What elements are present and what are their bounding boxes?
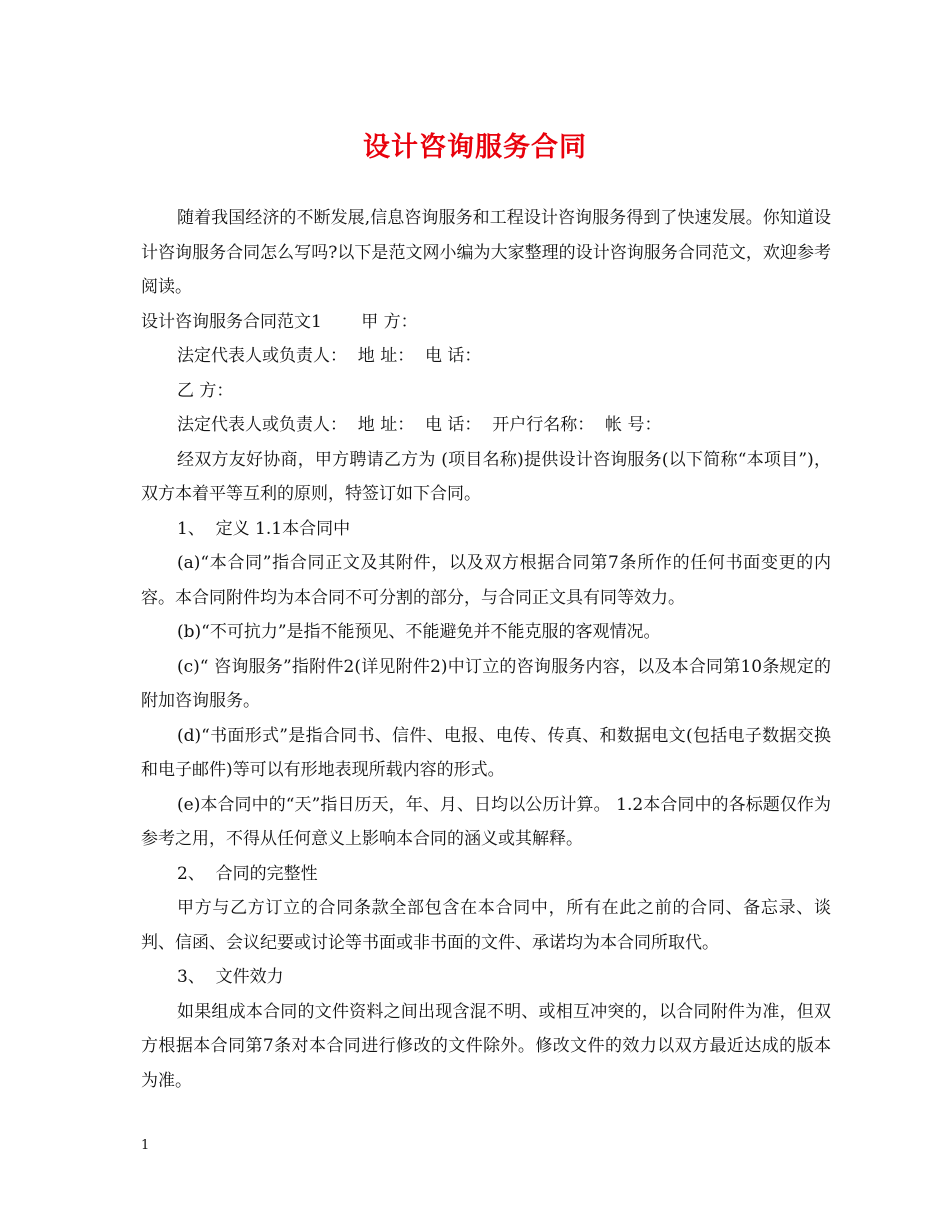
paragraph-sample-heading: 设计咨询服务合同范文1 甲 方： [141, 311, 418, 332]
paragraph-party-a-details: 法定代表人或负责人： 地 址： 电 话： [177, 346, 482, 366]
paragraph-definition-d: (d)“书面形式”是指合同书、信件、电报、电传、传真、和数据电文(包括电子数据交换和电子邮件)等可以有形地表现所载内容的形式。 [141, 725, 831, 780]
paragraph-definition-e: (e)本合同中的“天”指日历天，年、月、日均以公历计算。 1.2本合同中的各标题仅作为参考之用，不得从任何意义上影响本合同的涵义或其解释。 [141, 794, 831, 849]
paragraph-preamble: 经双方友好协商，甲方聘请乙方为 (项目名称)提供设计咨询服务(以下简称“本项目”)，双方本着平等互利的原则，特签订如下合同。 [141, 449, 831, 504]
paragraph-intro: 随着我国经济的不断发展,信息咨询服务和工程设计咨询服务得到了快速发展。你知道设计咨询服务合同怎么写吗?以下是范文网小编为大家整理的设计咨询服务合同范文，欢迎参考阅读。 [141, 208, 831, 297]
paragraph-definition-c: (c)“ 咨询服务”指附件2(详见附件2)中订立的咨询服务内容，以及本合同第10条规定的附加咨询服务。 [141, 656, 831, 711]
document-body [141, 201, 831, 1098]
paragraph-party-b: 乙 方： [177, 380, 234, 401]
paragraph-party-b-details: 法定代表人或负责人： 地 址： 电 话： 开户行名称： 帐 号： [177, 415, 662, 435]
paragraph-definition-a: (a)“本合同”指合同正文及其附件，以及双方根据合同第7条所作的任何书面变更的内容。本合同附件均为本合同不可分割的部分，与合同正文具有同等效力。 [141, 553, 831, 608]
section-heading-definitions: 1、 定义 1.1本合同中 [177, 518, 351, 539]
section-heading-validity: 3、 文件效力 [177, 967, 284, 987]
page-number: 1 [141, 1138, 150, 1153]
document-title: 设计咨询服务合同 [363, 132, 587, 163]
section-heading-integrity: 2、 合同的完整性 [177, 863, 318, 884]
paragraph-validity: 如果组成本合同的文件资料之间出现含混不明、或相互冲突的，以合同附件为准，但双方根据本合同第7条对本合同进行修改的文件除外。修改文件的效力以双方最近达成的版本为准。 [141, 1001, 831, 1091]
paragraph-integrity: 甲方与乙方订立的合同条款全部包含在本合同中，所有在此之前的合同、备忘录、谈判、信函、会议纪要或讨论等书面或非书面的文件、承诺均为本合同所取代。 [141, 898, 831, 953]
paragraph-definition-b: (b)“不可抗力”是指不能预见、不能避免并不能克服的客观情况。 [177, 622, 661, 642]
